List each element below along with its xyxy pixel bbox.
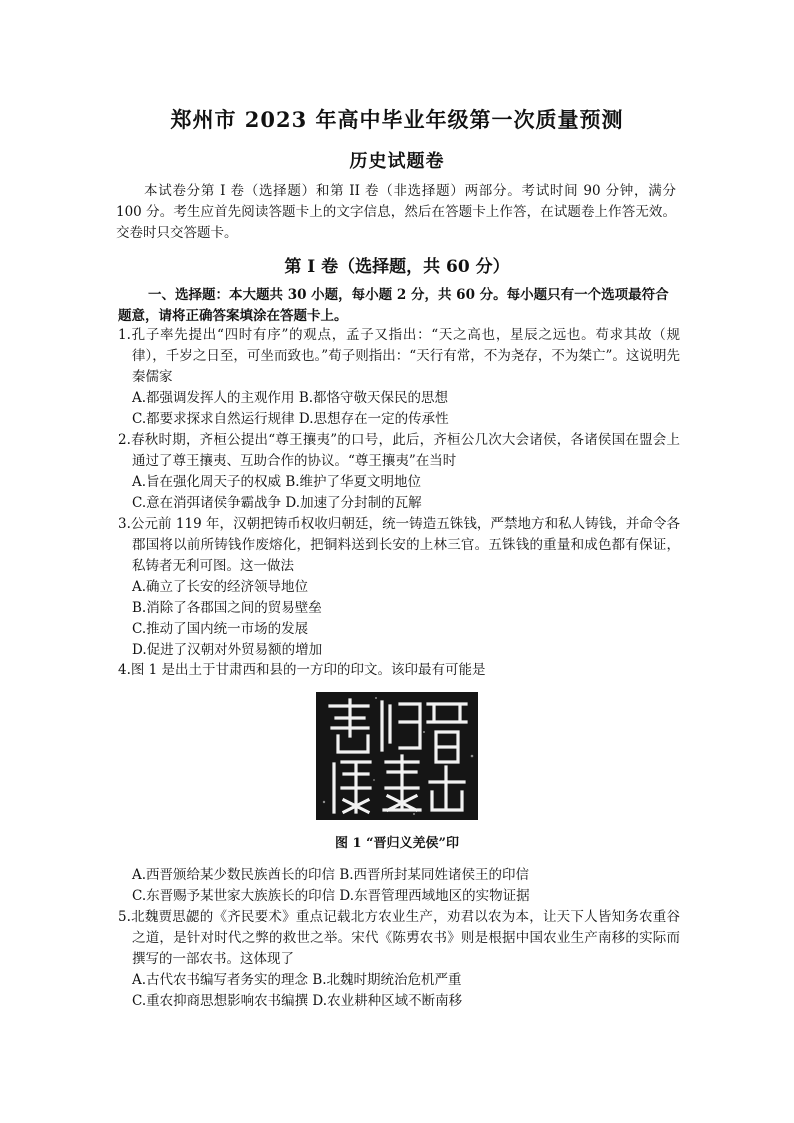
question-4-options	[118, 865, 680, 907]
figure-caption: 图 1 “晋归义羌侯”印	[334, 836, 460, 851]
question-stem: 2.春秋时期，齐桓公提出“尊王攘夷”的口号，此后，齐桓公几次大会诸侯，各诸侯国在盟会上通过了尊王攘夷、互助合作的协议。“尊王攘夷”在当时	[118, 432, 680, 469]
section-title: 第 I 卷（选择题，共 60 分）	[284, 257, 510, 277]
section-instruction: 一、选择题：本大题共 30 小题，每小题 2 分，共 60 分。每小题只有一个选项最符合题意，请将正确答案填涂在答题卡上。	[118, 287, 669, 324]
option-row: C.推动了国内统一市场的发展	[132, 621, 309, 637]
intro-paragraph: 本试卷分第 I 卷（选择题）和第 II 卷（非选择题）两部分。考试时间 90 分钟，满分 100 分。考生应首先阅读答题卡上的文字信息，然后在答题卡上作答，在试题卷上作答无效。交卷时只交答题卡。	[116, 183, 676, 241]
question-stem: 3.公元前 119 年，汉朝把铸币权收归朝廷，统一铸造五铢钱，严禁地方和私人铸钱，并命令各郡国将以前所铸钱作废熔化，把铜料送到长安的上林三官。五铢钱的重量和成色都有保证，私铸者无利可图。这一做法	[118, 516, 680, 574]
option-row: C.东晋赐予某世家大族族长的印信 D.东晋管理西域地区的实物证据	[132, 888, 530, 904]
question-2	[118, 430, 680, 514]
option-row: C.重农抑商思想影响农书编撰 D.农业耕种区域不断南移	[132, 993, 463, 1009]
question-3	[118, 514, 680, 661]
question-stem: 1.孔子率先提出“四时有序”的观点，孟子又指出：“天之高也，星辰之远也。苟求其故（规律），千岁之日至，可坐而致也。”荀子则指出：“天行有常，不为尧存，不为桀亡”。这说明先秦儒家	[118, 327, 680, 385]
question-stem: 5.北魏贾思勰的《齐民要术》重点记载北方农业生产，劝君以农为本，让天下人皆知务农重谷之道，是针对时代之弊的救世之举。宋代《陈旉农书》则是根据中国农业生产南移的实际而撰写的一部农书。这体现了	[118, 909, 680, 967]
option-row: A.确立了长安的经济领导地位	[132, 579, 309, 595]
option-row: A.都强调发挥人的主观作用 B.都恪守敬天保民的思想	[132, 390, 449, 406]
option-row: A.西晋颁给某少数民族酋长的印信 B.西晋所封某同姓诸侯王的印信	[132, 867, 530, 883]
question-1	[118, 325, 680, 430]
option-row: B.消除了各郡国之间的贸易壁垒	[132, 600, 322, 616]
option-row: C.意在消弭诸侯争霸战争 D.加速了分封制的瓦解	[132, 495, 422, 511]
option-row: D.促进了汉朝对外贸易额的增加	[132, 642, 323, 658]
seal-image	[316, 692, 478, 820]
option-row: A.古代农书编写者务实的理念 B.北魏时期统治危机严重	[132, 972, 462, 988]
question-stem: 4.图 1 是出土于甘肃西和县的一方印的印文。该印最有可能是	[118, 662, 486, 678]
option-row: A.旨在强化周天子的权威 B.维护了华夏文明地位	[132, 474, 422, 490]
question-5	[118, 907, 680, 1012]
exam-subtitle: 历史试题卷	[349, 151, 445, 172]
seal-figure	[310, 688, 480, 848]
option-row: C.都要求探求自然运行规律 D.思想存在一定的传承性	[132, 411, 449, 427]
exam-title: 郑州市 2023 年高中毕业年级第一次质量预测	[170, 107, 624, 132]
question-4	[118, 660, 680, 681]
